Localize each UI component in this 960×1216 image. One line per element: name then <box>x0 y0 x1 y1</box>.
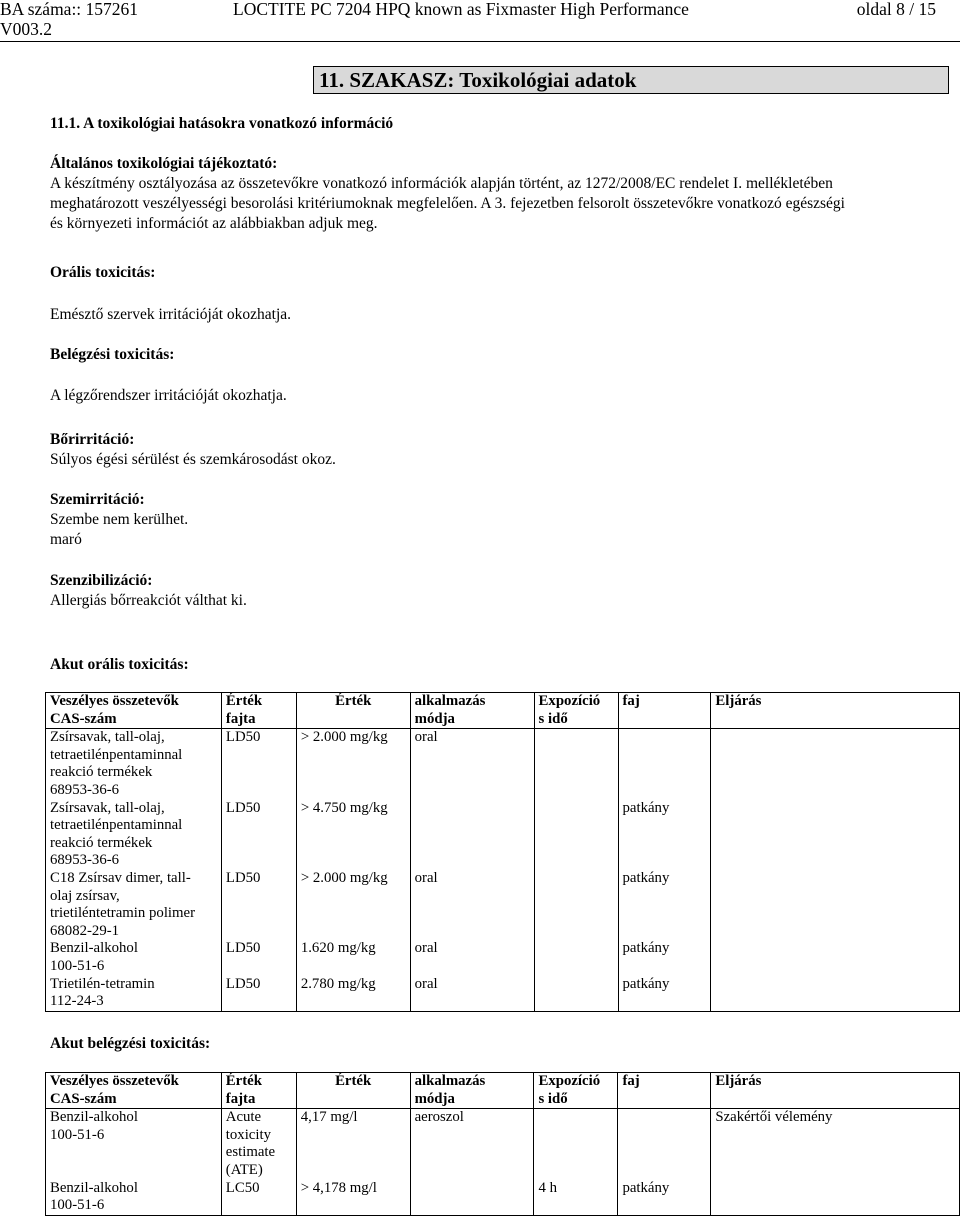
cas-number: 68953-36-6 <box>50 852 120 869</box>
col-species: faj <box>618 1073 711 1109</box>
species: patkány <box>622 1179 670 1196</box>
substance-name: Zsírsavak, tall-olaj, <box>50 799 165 816</box>
col-substance: Veszélyes összetevők CAS-szám <box>46 693 222 729</box>
cell-exposure <box>534 1180 618 1216</box>
table-row <box>46 976 960 1012</box>
cell-value <box>296 940 410 975</box>
value-type: LD50 <box>225 869 261 886</box>
substance-name: reakció termékek <box>50 834 153 851</box>
col-species: faj <box>618 693 711 729</box>
substance-name: Benzil-alkohol <box>50 1109 138 1126</box>
document-id <box>0 0 138 39</box>
skin-text: Súlyos égési sérülést és szemkárosodást okoz. <box>50 451 336 468</box>
col-value-type: Érték fajta <box>221 1073 296 1109</box>
cell-substance <box>46 1180 222 1216</box>
value-type: (ATE) <box>225 1161 263 1178</box>
cell-value <box>296 729 410 800</box>
acute-oral-heading: Akut orális toxicitás: <box>50 656 189 673</box>
value-type: LD50 <box>225 975 261 992</box>
oral-text: Emésztő szervek irritációját okozhatja. <box>50 306 292 323</box>
cell-method <box>711 800 960 870</box>
cell-value <box>296 800 410 870</box>
value-type: LD50 <box>225 799 261 816</box>
cas-number: 112-24-3 <box>50 993 104 1010</box>
cell-value-type <box>221 976 296 1012</box>
cell-value <box>296 976 410 1012</box>
route: aeroszol <box>414 1109 464 1126</box>
value: > 2.000 mg/kg <box>300 869 388 886</box>
value: 2.780 mg/kg <box>300 975 376 992</box>
sensitization-text: Allergiás bőrreakciót válthat ki. <box>50 592 247 609</box>
cell-substance <box>46 800 222 870</box>
table-header-row <box>46 1073 960 1109</box>
cell-value-type <box>221 800 296 870</box>
value: > 2.000 mg/kg <box>300 729 388 746</box>
col-value-type: Érték fajta <box>221 693 296 729</box>
subsection-title: 11.1. A toxikológiai hatásokra vonatkozó információ <box>50 115 394 132</box>
table-row <box>46 800 960 870</box>
cell-route <box>410 940 534 975</box>
cell-value-type <box>221 870 296 940</box>
cell-value-type <box>221 1180 296 1216</box>
value-type: LC50 <box>225 1179 260 1196</box>
species: patkány <box>622 869 670 886</box>
substance-name: Benzil-alkohol <box>50 1179 138 1196</box>
acute-inhalation-table <box>45 1072 960 1216</box>
cell-substance <box>46 940 222 975</box>
cell-species <box>618 1109 711 1180</box>
section-title: 11. SZAKASZ: Toxikológiai adatok <box>313 66 949 94</box>
route: oral <box>414 869 438 886</box>
cas-number: 100-51-6 <box>50 1126 105 1143</box>
substance-name: tetraetilénpentaminnal <box>50 746 183 763</box>
cell-exposure <box>534 729 618 800</box>
general-line-3: és környezeti információt az alábbiakban adjuk meg. <box>50 215 378 232</box>
cell-method <box>711 870 960 940</box>
cell-value <box>296 1180 410 1216</box>
inhalation-text: A légzőrendszer irritációját okozhatja. <box>50 387 287 404</box>
cell-route <box>410 976 534 1012</box>
oral-heading: Orális toxicitás: <box>50 264 156 281</box>
table-row <box>46 940 960 975</box>
general-line-1: A készítmény osztályozása az összetevőkre vonatkozó információk alapján történt, az 1272/2008/EC rendelet I. mellékletében <box>50 175 833 192</box>
species: patkány <box>622 975 670 992</box>
ba-number: BA száma:: 157261 <box>0 0 139 19</box>
acute-oral-table <box>45 692 960 1012</box>
substance-name: Trietilén-tetramin <box>50 975 155 992</box>
substance-name: trietiléntetramin polimer <box>50 905 196 922</box>
route: oral <box>414 940 438 957</box>
cas-number: 100-51-6 <box>50 957 105 974</box>
cell-exposure <box>534 1109 618 1180</box>
version: V003.2 <box>0 19 53 39</box>
value: 4,17 mg/l <box>300 1109 358 1126</box>
exposure: 4 h <box>538 1179 557 1196</box>
substance-name: C18 Zsírsav dimer, tall- <box>50 869 191 886</box>
eye-text-1: Szembe nem kerülhet. <box>50 511 189 528</box>
table-row <box>46 1109 960 1180</box>
cas-number: 68953-36-6 <box>50 781 120 798</box>
substance-name: reakció termékek <box>50 764 153 781</box>
value-type: toxicity <box>225 1126 271 1143</box>
value: 1.620 mg/kg <box>300 940 376 957</box>
header-divider <box>0 41 960 42</box>
col-value: Érték <box>296 1073 410 1109</box>
col-exposure: Expozíció s idő <box>534 693 618 729</box>
cell-exposure <box>534 870 618 940</box>
cell-route <box>410 1109 534 1180</box>
col-method: Eljárás <box>711 693 960 729</box>
sensitization-heading: Szenzibilizáció: <box>50 572 153 589</box>
cell-substance <box>46 870 222 940</box>
cell-value-type <box>221 940 296 975</box>
cell-route <box>410 870 534 940</box>
value-type: Acute <box>225 1109 262 1126</box>
cell-method <box>711 940 960 975</box>
cell-substance <box>46 1109 222 1180</box>
acute-inhalation-heading: Akut belégzési toxicitás: <box>50 1035 211 1052</box>
table-row <box>46 729 960 800</box>
col-exposure: Expozíció s idő <box>534 1073 618 1109</box>
route: oral <box>414 975 438 992</box>
cell-exposure <box>534 940 618 975</box>
substance-name: tetraetilénpentaminnal <box>50 817 183 834</box>
method: Szakértői vélemény <box>715 1109 833 1126</box>
cas-number: 68082-29-1 <box>50 922 120 939</box>
value: > 4,178 mg/l <box>300 1179 377 1196</box>
cell-method <box>711 1109 960 1180</box>
cas-number: 100-51-6 <box>50 1197 105 1214</box>
cell-species <box>618 870 711 940</box>
eye-text-2: maró <box>50 531 82 548</box>
col-substance: Veszélyes összetevők CAS-szám <box>46 1073 222 1109</box>
inhalation-heading: Belégzési toxicitás: <box>50 346 175 363</box>
cell-route <box>410 729 534 800</box>
cell-substance <box>46 729 222 800</box>
cell-value <box>296 1109 410 1180</box>
species: patkány <box>622 799 670 816</box>
col-route: alkalmazás módja <box>410 693 534 729</box>
cell-value-type <box>221 1109 296 1180</box>
page-header <box>0 0 960 44</box>
cell-exposure <box>534 800 618 870</box>
cell-species <box>618 976 711 1012</box>
cell-substance <box>46 976 222 1012</box>
cell-route <box>410 800 534 870</box>
cell-method <box>711 1180 960 1216</box>
eye-heading: Szemirritáció: <box>50 491 145 508</box>
cell-species <box>618 940 711 975</box>
skin-heading: Bőrirritáció: <box>50 431 135 448</box>
col-method: Eljárás <box>711 1073 960 1109</box>
substance-name: Benzil-alkohol <box>50 940 138 957</box>
cell-value-type <box>221 729 296 800</box>
route: oral <box>414 729 438 746</box>
cell-species <box>618 800 711 870</box>
cell-species <box>618 729 711 800</box>
value-type: LD50 <box>225 729 261 746</box>
substance-name: Zsírsavak, tall-olaj, <box>50 729 165 746</box>
cell-route <box>410 1180 534 1216</box>
cell-method <box>711 729 960 800</box>
value-type: estimate <box>225 1144 276 1161</box>
value: > 4.750 mg/kg <box>300 799 388 816</box>
general-heading: Általános toxikológiai tájékoztató: <box>50 155 278 172</box>
table-header-row <box>46 693 960 729</box>
table-row <box>46 870 960 940</box>
value-type: LD50 <box>225 940 261 957</box>
col-value: Érték <box>296 693 410 729</box>
cell-species <box>618 1180 711 1216</box>
substance-name: olaj zsírsav, <box>50 887 120 904</box>
cell-value <box>296 870 410 940</box>
page-number: oldal 8 / 15 <box>856 0 936 19</box>
cell-method <box>711 976 960 1012</box>
table-row <box>46 1180 960 1216</box>
cell-exposure <box>534 976 618 1012</box>
general-line-2: meghatározott veszélyességi besorolási kritériumoknak megfelelően. A 3. fejezetben felsorolt összetevőkre vonatkozó egészségi <box>50 195 845 212</box>
col-route: alkalmazás módja <box>410 1073 534 1109</box>
species: patkány <box>622 940 670 957</box>
product-title: LOCTITE PC 7204 HPQ known as Fixmaster High Performance <box>233 0 689 19</box>
